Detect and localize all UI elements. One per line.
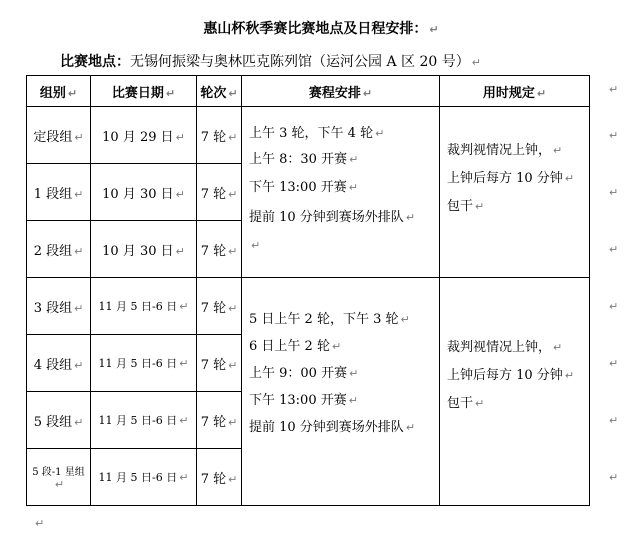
rounds-cell: 7 轮 ↵ bbox=[197, 335, 242, 392]
paragraph-mark-icon: ↵ bbox=[609, 357, 619, 370]
date-cell: 11 月 5 日-6 日 ↵ bbox=[91, 278, 197, 335]
paragraph-mark-icon: ↵ bbox=[609, 243, 619, 256]
header-date: 比赛日期 ↵ bbox=[91, 76, 197, 107]
date-cell: 10 月 30 日 ↵ bbox=[91, 164, 197, 221]
group-cell: 4 段组 ↵ bbox=[27, 335, 91, 392]
paragraph-mark-icon: ↵ bbox=[609, 300, 619, 313]
venue-line bbox=[60, 51, 481, 71]
header-row bbox=[27, 76, 590, 107]
header-rounds: 轮次 ↵ bbox=[197, 76, 242, 107]
group-cell: 5 段组 ↵ bbox=[27, 392, 91, 449]
schedule-cell: 5 日上午 2 轮，下午 3 轮 ↵ 6 日上午 2 轮 ↵ 上午 9：00 开赛 ↵ 下午 13:00 开赛 ↵ 提前 10 分钟到赛场外排队 ↵ bbox=[242, 278, 440, 506]
group-cell: 5 段-1 星组↵ bbox=[27, 449, 91, 506]
rounds-cell: 7 轮 ↵ bbox=[197, 449, 242, 506]
group-cell: 3 段组 ↵ bbox=[27, 278, 91, 335]
title-text: 惠山杯秋季赛比赛地点及日程安排： bbox=[203, 21, 428, 37]
rounds-cell: 7 轮 ↵ bbox=[197, 164, 242, 221]
paragraph-mark-icon: ↵ bbox=[609, 471, 619, 484]
date-cell: 10 月 29 日 ↵ bbox=[91, 107, 197, 164]
paragraph-mark-icon: ↵ bbox=[609, 186, 619, 199]
date-cell: 10 月 30 日 ↵ bbox=[91, 221, 197, 278]
paragraph-mark-icon: ↵ bbox=[609, 129, 619, 142]
rounds-cell: 7 轮 ↵ bbox=[197, 107, 242, 164]
date-cell: 11 月 5 日-6 日 ↵ bbox=[91, 449, 197, 506]
paragraph-mark-icon: ↵ bbox=[609, 414, 619, 427]
group-cell: 定段组 ↵ bbox=[27, 107, 91, 164]
paragraph-mark-icon: ↵ bbox=[35, 517, 45, 530]
document-title bbox=[0, 18, 642, 38]
group-cell: 1 段组 ↵ bbox=[27, 164, 91, 221]
schedule-cell: 上午 3 轮，下午 4 轮 ↵ 上午 8：30 开赛 ↵ 下午 13:00 开赛 ↵ 提前 10 分钟到赛场外排队 ↵ ↵ bbox=[242, 107, 440, 278]
venue-text: 无锡何振梁与奥林匹克陈列馆（运河公园 A 区 20 号） bbox=[130, 54, 470, 70]
time-rule-cell: 裁判视情况上钟， ↵ 上钟后每方 10 分钟 ↵ 包干 ↵ bbox=[440, 278, 590, 506]
header-schedule: 赛程安排 ↵ bbox=[242, 76, 440, 107]
table-row bbox=[27, 278, 590, 335]
date-cell: 11 月 5 日-6 日 ↵ bbox=[91, 392, 197, 449]
rounds-cell: 7 轮 ↵ bbox=[197, 392, 242, 449]
paragraph-mark-icon: ↵ bbox=[471, 56, 481, 69]
rounds-cell: 7 轮 ↵ bbox=[197, 278, 242, 335]
schedule-table bbox=[26, 75, 590, 506]
group-cell: 2 段组 ↵ bbox=[27, 221, 91, 278]
date-cell: 11 月 5 日-6 日 ↵ bbox=[91, 335, 197, 392]
header-time-rule: 用时规定 ↵ bbox=[440, 76, 590, 107]
table-row bbox=[27, 107, 590, 164]
time-rule-cell: 裁判视情况上钟， ↵ 上钟后每方 10 分钟 ↵ 包干 ↵ bbox=[440, 107, 590, 278]
header-group: 组别 ↵ bbox=[27, 76, 91, 107]
paragraph-mark-icon: ↵ bbox=[429, 23, 439, 36]
venue-label: 比赛地点： bbox=[60, 54, 130, 70]
rounds-cell: 7 轮 ↵ bbox=[197, 221, 242, 278]
paragraph-mark-icon: ↵ bbox=[609, 83, 619, 96]
